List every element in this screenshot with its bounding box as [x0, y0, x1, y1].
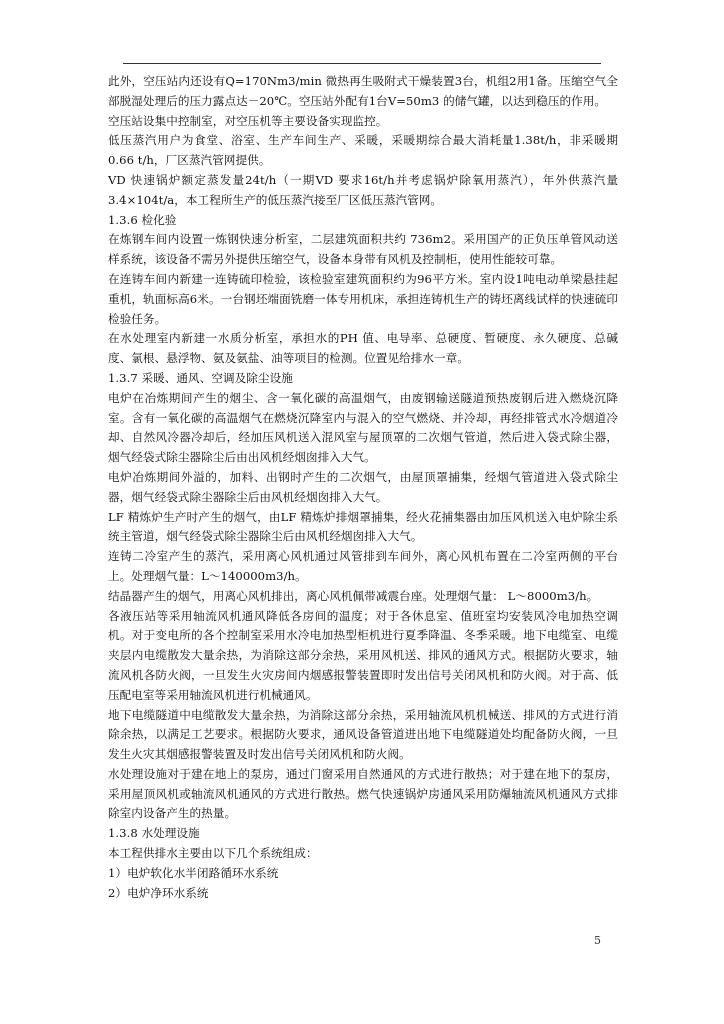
- paragraph: LF 精炼炉生产时产生的烟气，由LF 精炼炉排烟罩捕集，经火花捕集器由加压风机送入电炉除尘系统主管道，烟气经袋式除尘器除尘后由风机经烟囱排入大气。: [108, 509, 618, 544]
- paragraph: 低压蒸汽用户为食堂、浴室、生产车间生产、采暖，采暖期综合最大消耗量1.38t/h，非采暖期0.66 t/h，厂区蒸汽管网提供。: [108, 133, 618, 168]
- paragraph: 本工程供排水主要由以下几个系统组成：: [108, 846, 318, 861]
- paragraph: 电炉冶炼期间外溢的，加料、出钢时产生的二次烟气，由屋顶罩捕集，经烟气管道进入袋式除尘器，烟气经袋式除尘器除尘后由风机经烟囱排入大气。: [108, 469, 618, 504]
- paragraph: 在连铸车间内新建一连铸硫印检验，该检验室建筑面积约为96平方米。室内设1吨电动单梁悬挂起重机，轨面标高6米。一台钢坯端面铣磨一体专用机床，承担连铸机生产的铸坯离线试样的快速硫印检验任务。: [108, 271, 618, 326]
- page-number: 5: [594, 934, 601, 947]
- section-heading: 1.3.6 检化验: [108, 212, 177, 227]
- header-rule: [123, 63, 601, 64]
- paragraph: 在炼钢车间内设置一炼钢快速分析室，二层建筑面积共约 736m2。采用国产的正负压单管风动送样系统，该设备不需另外提供压缩空气，设备本身带有风机及控制柜，使用性能较可靠。: [108, 232, 618, 267]
- paragraph: 水处理设施对于建在地上的泵房，通过门窗采用自然通风的方式进行散热；对于建在地下的泵房，采用屋顶风机或轴流风机通风的方式进行散热。燃气快速锅炉房通风采用防爆轴流风机通风方式排除室内设备产生的热量。: [108, 766, 618, 821]
- paragraph: VD 快速锅炉额定蒸发量24t/h（一期VD 要求16t/h并考虑锅炉除氧用蒸汽），年外供蒸汽量3.4×104t/a，本工程所生产的低压蒸汽接至厂区低压蒸汽管网。: [108, 172, 618, 207]
- document-body: [108, 72, 618, 903]
- paragraph: 电炉在冶炼期间产生的烟尘、含一氧化碳的高温烟气，由废钢输送隧道预热废钢后进入燃烧沉降室。含有一氧化碳的高温烟气在燃烧沉降室内与混入的空气燃烧、并冷却，再经排管式水冷烟道冷却、自然风冷器冷却后，经加压风机送入混风室与屋顶罩的二次烟气管道，然后进入袋式除尘器，烟气经袋式除尘器除尘后由出风机经烟囱排入大气。: [108, 390, 618, 465]
- paragraph: 各液压站等采用轴流风机通风降低各房间的温度；对于各休息室、值班室均安装风冷电加热空调机。对于变电所的各个控制室采用水冷电加热型柜机进行夏季降温、冬季采暖。地下电缆室、电缆夹层内电缆散发大量余热，为消除这部分余热，采用风机送、排风的通风方式。根据防火要求，轴流风机各防火阀，一旦发生火灾房间内烟感报警装置即时发出信号关闭风机和防火阀。对于高、低压配电室等采用轴流风机进行机械通风。: [108, 608, 618, 702]
- list-item: 1）电炉软化水半闭路循环水系统: [108, 865, 279, 880]
- paragraph: 结晶器产生的烟气，用离心风机排出，离心风机佩带减震台座。处理烟气量： L～8000m3/h。: [108, 588, 599, 603]
- paragraph: 连铸二冷室产生的蒸汽，采用离心风机通过风管排到车间外，离心风机布置在二冷室两侧的平台上。处理烟气量：L～140000m3/h。: [108, 549, 618, 583]
- paragraph: 此外，空压站内还设有Q=170Nm3/min 微热再生吸附式干燥装置3台，机组2用1备。压缩空气全部脱湿处理后的压力露点达－20℃。空压站外配有1台V=50m3 的储气罐，以达到稳压的作用。: [108, 74, 618, 108]
- list-item: 2）电炉净环水系统: [108, 885, 209, 900]
- section-heading: 1.3.8 水处理设施: [108, 826, 200, 841]
- paragraph: 空压站设集中控制室，对空压机等主要设备实现监控。: [108, 113, 388, 128]
- paragraph: 在水处理室内新建一水质分析室，承担水的PH 值、电导率、总硬度、暂硬度、永久硬度、总碱度、氯根、悬浮物、氨及氨盐、油等项目的检测。位置见给排水一章。: [108, 331, 618, 366]
- section-heading: 1.3.7 采暖、通风、空调及除尘设施: [108, 370, 293, 385]
- paragraph: 地下电缆隧道中电缆散发大量余热，为消除这部分余热，采用轴流风机机械送、排风的方式进行消除余热，以满足工艺要求。根据防火要求，通风设备管道进出地下电缆隧道处均配备防火阀，一旦发生火灾其烟感报警装置及时发出信号关闭风机和防火阀。: [108, 707, 618, 762]
